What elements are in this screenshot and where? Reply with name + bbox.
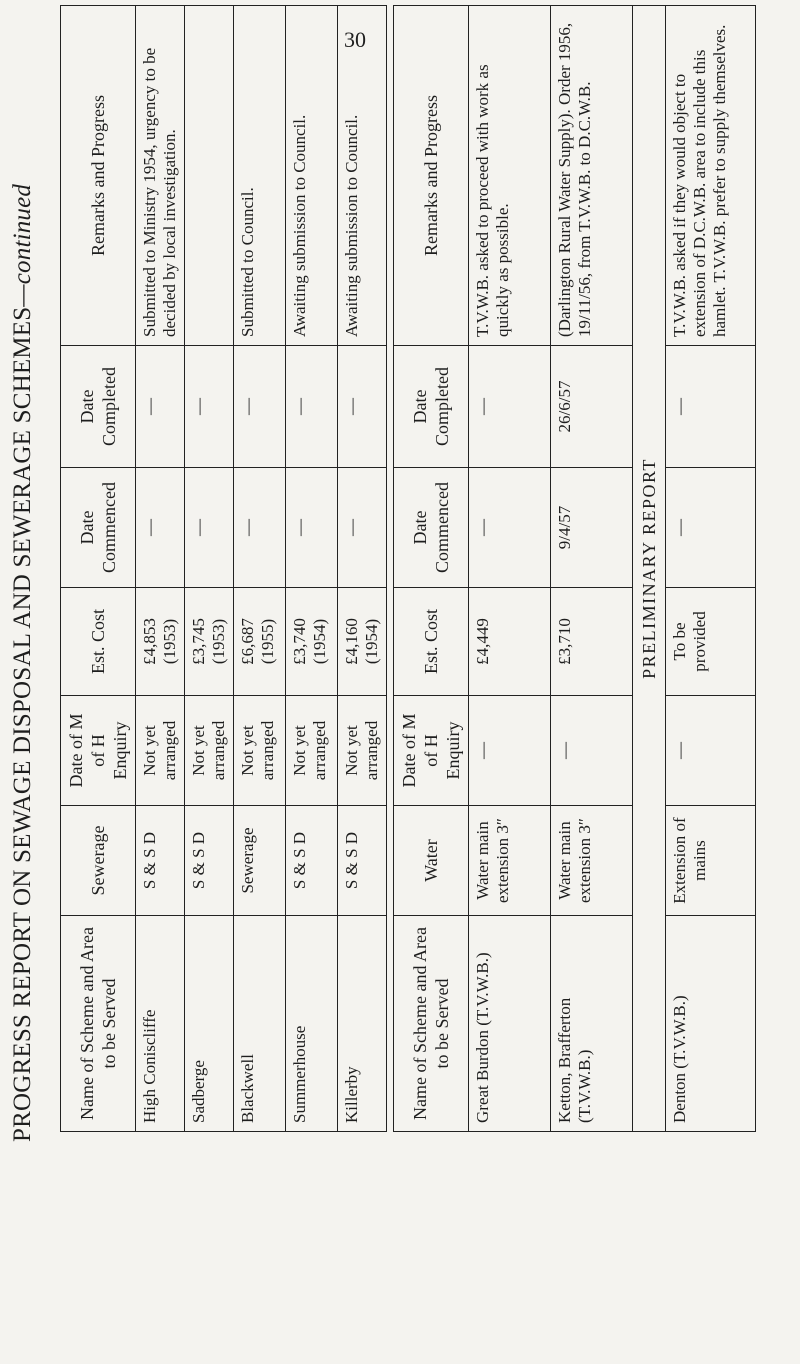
cell-commenced: — [234,468,286,588]
header-date-commenced: Date Commenced [61,468,136,588]
table-row [666,6,756,1132]
cell-type: S & S D [136,806,185,916]
cell-cost: £3,740 (1954) [286,588,338,696]
cell-scheme-name: Killerby [338,916,387,1132]
cell-commenced: — [136,468,185,588]
cell-commenced: — [666,468,756,588]
cell-completed: — [666,346,756,468]
sewerage-schemes-table [60,5,387,1132]
preliminary-report-banner: PRELIMINARY REPORT [633,6,666,1132]
table-row [185,6,234,1132]
table-header-row [61,6,136,1132]
cell-enquiry: — [469,696,551,806]
header-date-completed: Date Completed [61,346,136,468]
cell-remarks: T.V.W.B. asked to proceed with work as quickly as possible. [469,6,551,346]
cell-commenced: — [338,468,387,588]
table-row [469,6,551,1132]
header-remarks: Remarks and Progress [394,6,469,346]
cell-scheme-name: Denton (T.V.W.B.) [666,916,756,1132]
cell-completed: — [286,346,338,468]
cell-completed: — [338,346,387,468]
cell-cost: To be provided [666,588,756,696]
cell-scheme-name: Blackwell [234,916,286,1132]
cell-type: S & S D [286,806,338,916]
cell-cost: £4,853 (1953) [136,588,185,696]
cell-enquiry: Not yet arranged [136,696,185,806]
cell-enquiry: Not yet arranged [286,696,338,806]
cell-remarks: Awaiting submission to Council. [286,6,338,346]
header-date-completed: Date Completed [394,346,469,468]
header-est-cost: Est. Cost [394,588,469,696]
cell-cost: £4,449 [469,588,551,696]
header-scheme-name: Name of Scheme and Area to be Served [394,916,469,1132]
cell-commenced: 9/4/57 [551,468,633,588]
header-remarks: Remarks and Progress [61,6,136,346]
header-water: Water [394,806,469,916]
page-title-suffix: —continued [9,183,36,307]
table-row [234,6,286,1132]
cell-remarks: Submitted to Ministry 1954, urgency to be decided by local investigation. [136,6,185,346]
page-title-main: PROGRESS REPORT ON SEWAGE DISPOSAL AND SEWERAGE SCHEMES [9,306,36,1142]
cell-remarks: (Darlington Rural Water Supply). Order 1956, 19/11/56, from T.V.W.B. to D.C.W.B. [551,6,633,346]
cell-commenced: — [185,468,234,588]
table-row [286,6,338,1132]
table-header-row [394,6,469,1132]
page-number: 30 [344,27,366,52]
cell-completed: — [185,346,234,468]
cell-enquiry: Not yet arranged [234,696,286,806]
cell-scheme-name: Ketton, Brafferton (T.V.W.B.) [551,916,633,1132]
cell-completed: — [234,346,286,468]
cell-type: Extension of mains [666,806,756,916]
cell-commenced: — [469,468,551,588]
cell-commenced: — [286,468,338,588]
cell-remarks: Awaiting submission to Council. [338,6,387,346]
header-sewerage: Sewerage [61,806,136,916]
preliminary-report-row [633,6,666,1132]
cell-type: S & S D [338,806,387,916]
cell-scheme-name: Great Burdon (T.V.W.B.) [469,916,551,1132]
cell-type: Water main extension 3″ [469,806,551,916]
cell-enquiry: — [551,696,633,806]
cell-scheme-name: High Coniscliffe [136,916,185,1132]
table-row [338,6,387,1132]
cell-type: Sewerage [234,806,286,916]
header-moh-enquiry: Date of M of H Enquiry [61,696,136,806]
cell-completed: — [469,346,551,468]
water-schemes-table [393,5,756,1132]
cell-cost: £6,687 (1955) [234,588,286,696]
cell-scheme-name: Sadberge [185,916,234,1132]
cell-completed: 26/6/57 [551,346,633,468]
cell-scheme-name: Summerhouse [286,916,338,1132]
header-date-commenced: Date Commenced [394,468,469,588]
header-moh-enquiry: Date of M of H Enquiry [394,696,469,806]
cell-enquiry: Not yet arranged [185,696,234,806]
cell-enquiry: Not yet arranged [338,696,387,806]
cell-cost: £3,745 (1953) [185,588,234,696]
page-title [6,22,40,1142]
cell-completed: — [136,346,185,468]
table-row [551,6,633,1132]
table-row [136,6,185,1132]
cell-remarks: T.V.W.B. asked if they would object to extension of D.C.W.B. area to include this hamlet. T.V.W.B. prefer to supply themselves. [666,6,756,346]
cell-type: S & S D [185,806,234,916]
cell-remarks: Submitted to Council. [234,6,286,346]
cell-cost: £3,710 [551,588,633,696]
header-est-cost: Est. Cost [61,588,136,696]
cell-type: Water main extension 3″ [551,806,633,916]
cell-remarks [185,6,234,346]
cell-cost: £4,160 (1954) [338,588,387,696]
cell-enquiry: — [666,696,756,806]
header-scheme-name: Name of Scheme and Area to be Served [61,916,136,1132]
